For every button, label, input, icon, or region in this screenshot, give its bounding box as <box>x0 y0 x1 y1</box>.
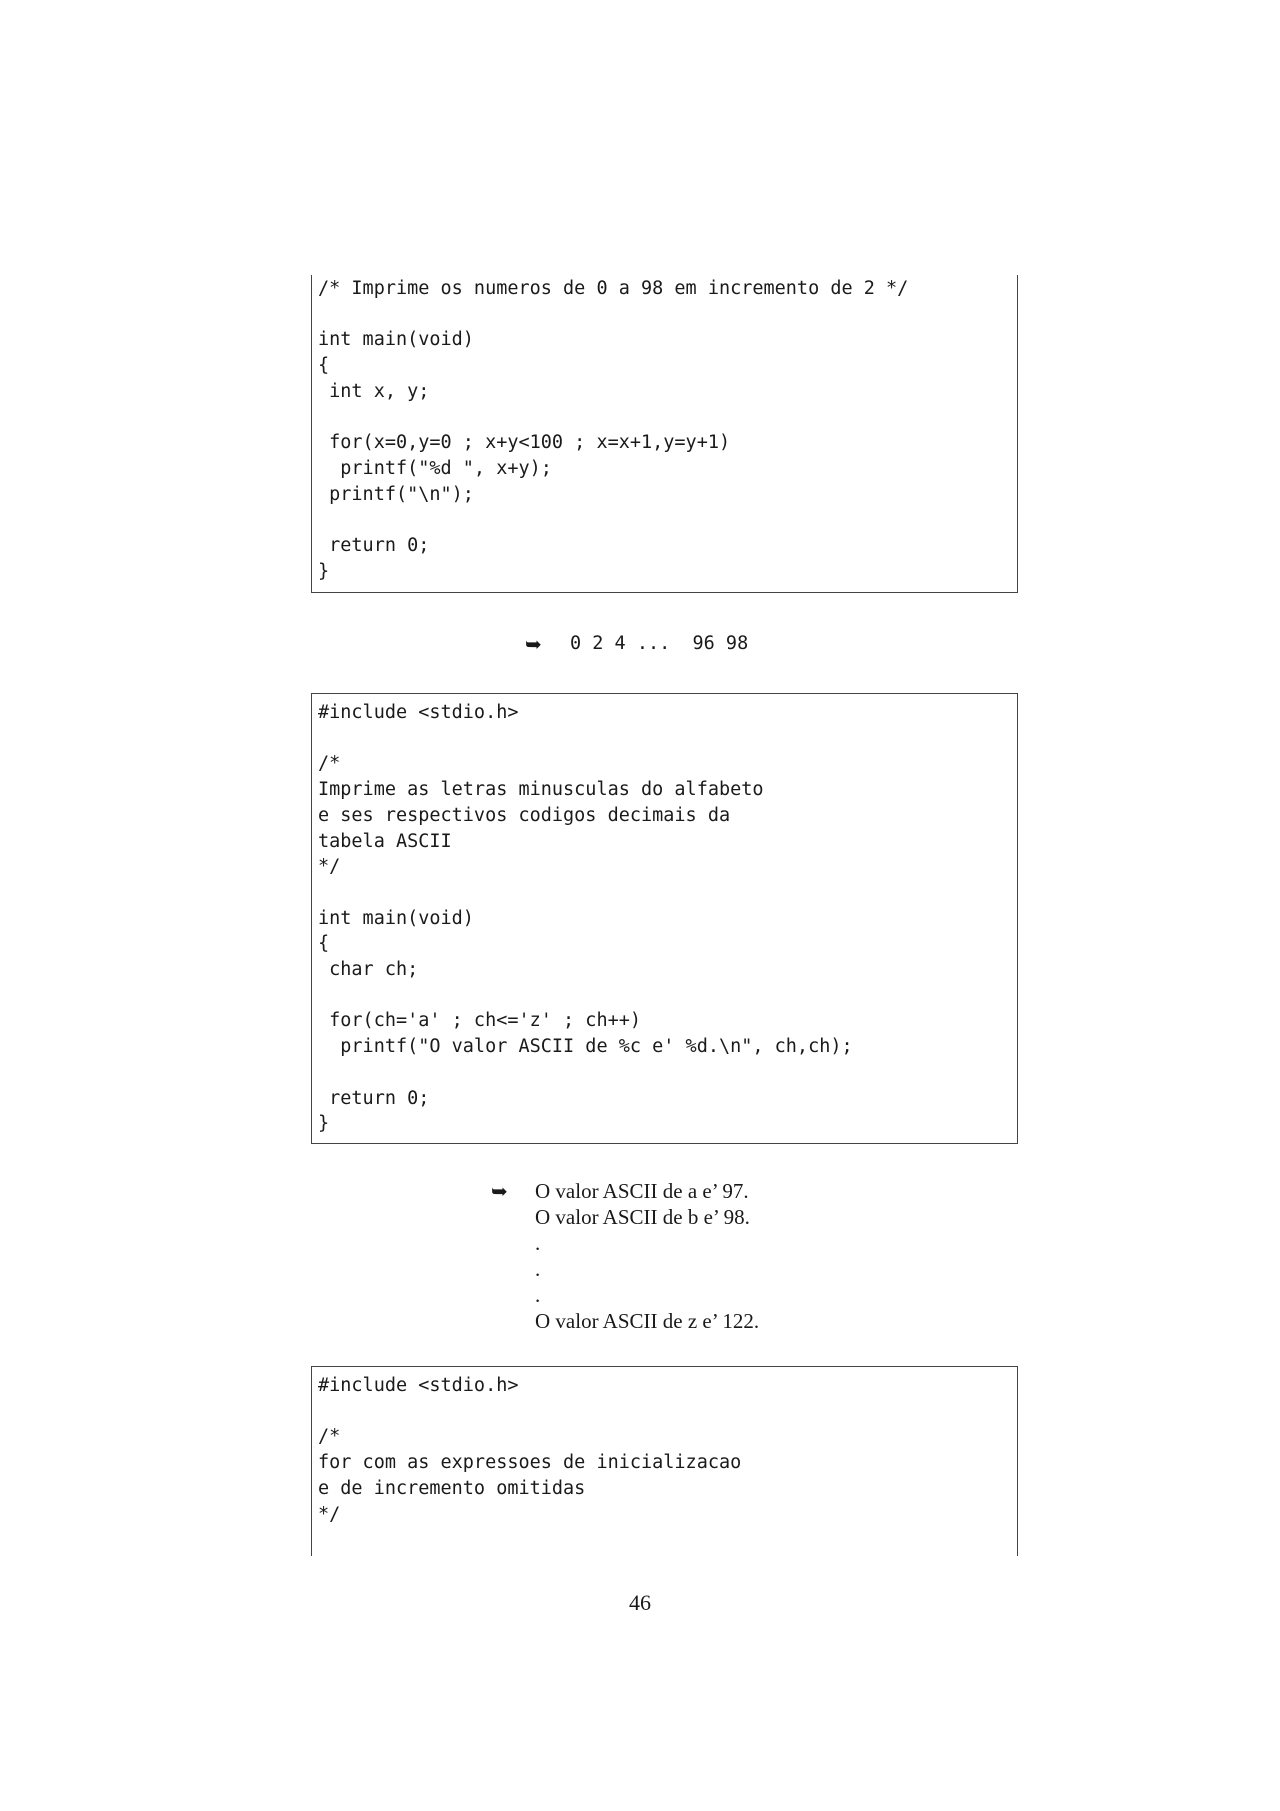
page-number: 46 <box>629 1590 651 1615</box>
output-line: O valor ASCII de z e’ 122. <box>535 1309 760 1333</box>
output-arrow-icon: ➥ <box>525 632 542 656</box>
code-block-3-text: #include <stdio.h> /* for com as expressoes de inicializacao e de incremento omitidas */ <box>318 1375 742 1525</box>
program-output-1 <box>525 631 749 683</box>
program-output-1-text: 0 2 4 ... 96 98 <box>570 633 749 654</box>
code-block-1 <box>311 275 1018 593</box>
program-output-2 <box>535 1178 759 1334</box>
code-block-3 <box>311 1366 1018 1556</box>
output-ellipsis-dot: . <box>535 1257 541 1281</box>
code-block-2 <box>311 693 1018 1144</box>
output-line: O valor ASCII de a e’ 97. <box>535 1179 749 1203</box>
code-block-2-text: #include <stdio.h> /* Imprime as letras minusculas do alfabeto e ses respectivos codigos decimais da tabela ASCII */ int main(void) { char ch; for(ch='a' ; ch<='z' ; ch++) printf("O valor ASCII de %c e' %d.\n", ch,ch); return 0; } <box>318 702 853 1135</box>
code-block-1-text: /* Imprime os numeros de 0 a 98 em incremento de 2 */ int main(void) { int x, y; for(x=0,y=0 ; x+y<100 ; x=x+1,y=y+1) printf("%d ", x+y); printf("\n"); return 0; } <box>318 278 909 582</box>
output-ellipsis-dot: . <box>535 1283 541 1307</box>
output-arrow-icon: ➥ <box>491 1179 508 1203</box>
output-line: O valor ASCII de b e’ 98. <box>535 1205 750 1229</box>
output-ellipsis-dot: . <box>535 1231 541 1255</box>
